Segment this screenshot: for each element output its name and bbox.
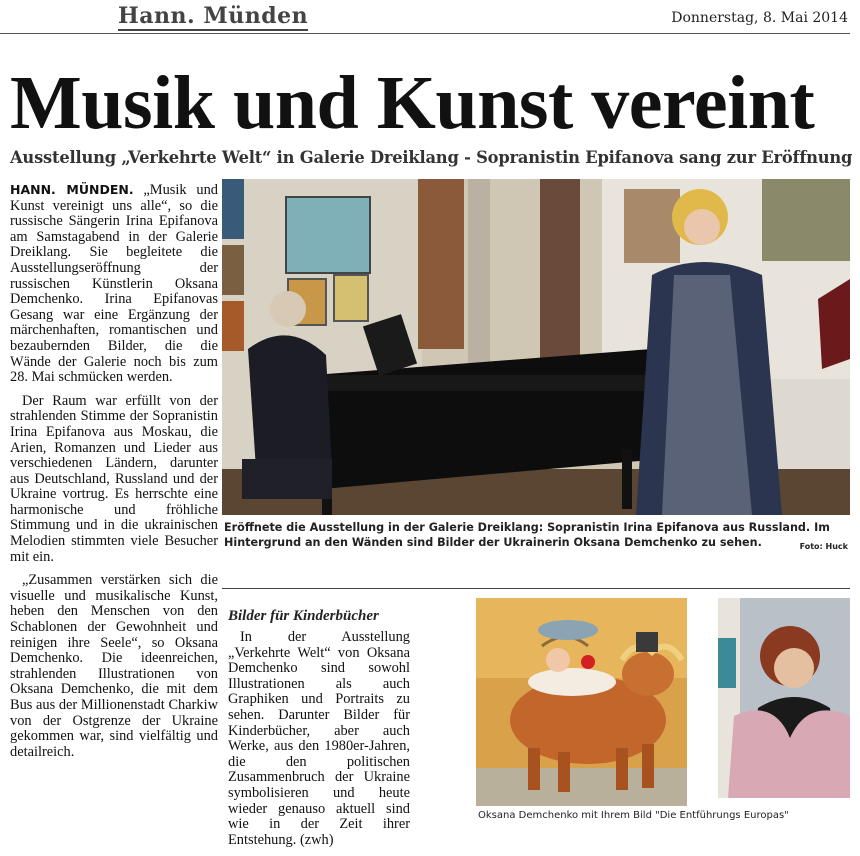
article-column-2 — [228, 630, 410, 856]
section-2-title: Bilder für Kinderbücher — [228, 608, 379, 624]
portrait-photo — [718, 598, 850, 798]
dateline: HANN. MÜNDEN. — [10, 182, 134, 197]
concert-photo-illustration — [222, 179, 850, 515]
paragraph-3: „Zusammen verstärken sich die visuelle und musikalische Kunst, heben den Menschen von den Schablonen der Gewohnheit und reinigen ihre Seele“, so Oksana Demchenko. Die ideenreichen, strahlenden Illustrationen von Oksana Demchenko, die mit dem Bus aus der Millionenstadt Charkiw von der Ostgrenze der Ukraine gekommen war, sind vielfältig und detailreich. — [10, 572, 218, 760]
paragraph-1 — [10, 182, 218, 386]
article-column-1 — [10, 182, 218, 768]
section-divider — [222, 588, 850, 589]
painting-illustration — [476, 598, 687, 806]
article-subheadline: Ausstellung „Verkehrte Welt“ in Galerie Dreiklang - Sopranistin Epifanova sang zur Eröffnung — [10, 148, 853, 167]
painting-photo — [476, 598, 687, 806]
header-rule — [0, 33, 850, 34]
running-header — [0, 0, 860, 36]
main-photo-caption — [224, 520, 848, 554]
paragraph-1-text: „Musik und Kunst vereinigt uns alle“, so die russische Sängerin Irina Epifanova am Samstagabend in der Galerie Dreiklang. Sie begleitete die Ausstellungseröffnung der russischen Künstlerin Oksana Demchenko. Irina Epifanovas Gesang war eine Ergänzung der märchenhaften, romantischen und bezaubernden Bilder, die die Wände der Galerie noch bis zum 28. Mai schmücken werden. — [10, 182, 218, 386]
section-2-paragraph: In der Ausstellung „Verkehrte Welt“ von Oksana Demchenko sind sowohl Illustrationen als auch Graphiken und Portraits zu sehen. Darunter Bilder für Kinderbücher, aber auch Werke, aus den 1980er-Jahren, die den politischen Zusammenbruch der Ukraine symbolisieren und heute wieder genauso aktuell sind wie in der Zeit ihrer Entstehung. (zwh) — [228, 629, 410, 848]
main-photo-caption-text: Eröffnete die Ausstellung in der Galerie Dreiklang: Sopranistin Irina Epifanova aus Russland. Im Hintergrund an den Wänden sind Bilder der Ukrainerin Oksana Demchenko zu sehen. — [224, 521, 830, 549]
photo-credit: Foto: Huck — [799, 542, 848, 551]
article-headline: Musik und Kunst vereint — [10, 61, 815, 145]
main-photo-concert — [222, 179, 850, 515]
portrait-illustration — [718, 598, 850, 798]
paragraph-2: Der Raum war erfüllt von der strahlenden Stimme der Sopranistin Irina Epifanova aus Moskau, die Arien, Romanzen und Lieder aus verschiedenen Ländern, darunter aus Deutschland, Russland und der Ukraine vortrug. Es herrschte eine harmonische und fröhliche Stimmung und in die ukrainischen Melodien stimmten viele Besucher mit ein. — [10, 392, 218, 565]
header-location: Hann. Münden — [118, 3, 309, 29]
header-date: Donnerstag, 8. Mai 2014 — [671, 10, 848, 26]
painting-caption: Oksana Demchenko mit Ihrem Bild "Die Entführungs Europas" — [478, 810, 789, 821]
